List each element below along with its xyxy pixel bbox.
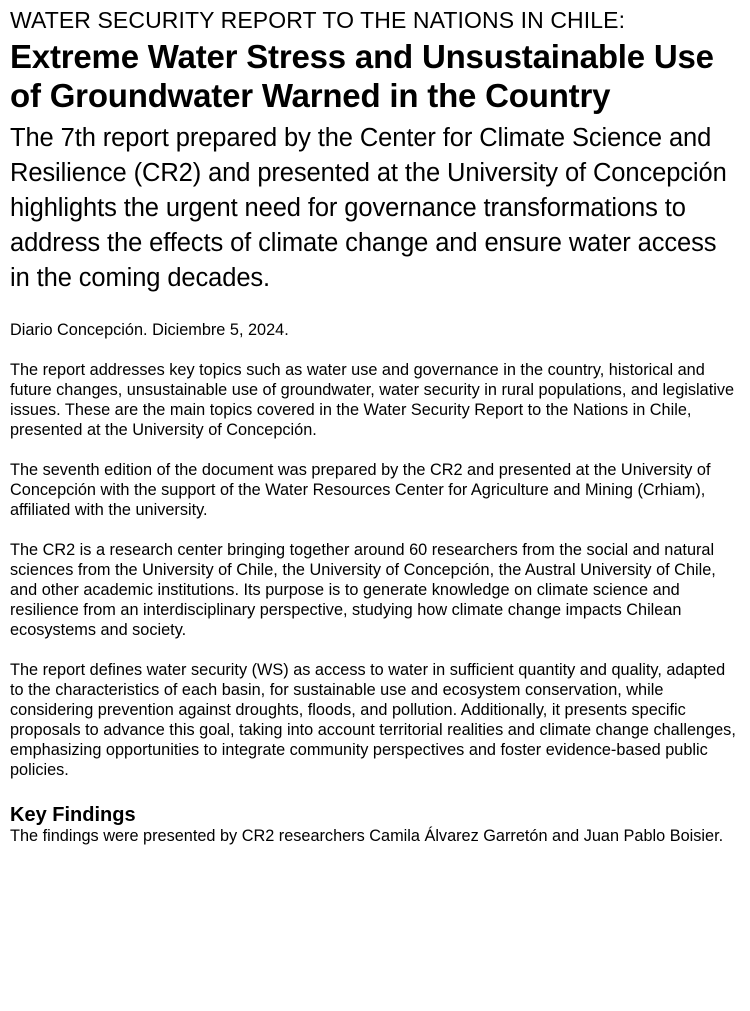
key-findings-text: The findings were presented by CR2 researchers Camila Álvarez Garretón and Juan Pablo Boisier. (10, 827, 724, 845)
article-paragraph: The report addresses key topics such as water use and governance in the country, historical and future changes, unsustainable use of groundwater, water security in rural populations, and legislative issues. These are the main topics covered in the Water Security Report to the Nations in Chile, presented at the University of Concepción. (10, 361, 735, 439)
article-dateline: Diario Concepción. Diciembre 5, 2024. (10, 321, 289, 339)
article-subtitle: The 7th report prepared by the Center for Climate Science and Resilience (CR2) and presented at the University of Concepción highlights the urgent need for governance transformations to address the effects of climate change and ensure water access in the coming decades. (10, 124, 727, 292)
section-heading-key-findings: Key Findings (10, 804, 136, 826)
article-paragraph: The seventh edition of the document was prepared by the CR2 and presented at the University of Concepción with the support of the Water Resources Center for Agriculture and Mining (Crhiam), affiliated with the university. (10, 461, 711, 519)
article-headline: Extreme Water Stress and Unsustainable Use of Groundwater Warned in the Country (10, 38, 714, 114)
article-paragraph: The CR2 is a research center bringing together around 60 researchers from the social and natural sciences from the University of Chile, the University of Concepción, the Austral University of Chile, and other academic institutions. Its purpose is to generate knowledge on climate science and resilience from an interdisciplinary perspective, studying how climate change impacts Chilean ecosystems and society. (10, 541, 716, 639)
article-paragraph: The report defines water security (WS) as access to water in sufficient quantity and quality, adapted to the characteristics of each basin, for sustainable use and ecosystem conservation, while considering prevention against droughts, floods, and pollution. Additionally, it presents specific proposals to advance this goal, taking into account territorial realities and climate change challenges, emphasizing opportunities to integrate community perspectives and foster evidence-based public policies. (10, 661, 736, 779)
article-kicker: WATER SECURITY REPORT TO THE NATIONS IN CHILE: (10, 7, 626, 33)
